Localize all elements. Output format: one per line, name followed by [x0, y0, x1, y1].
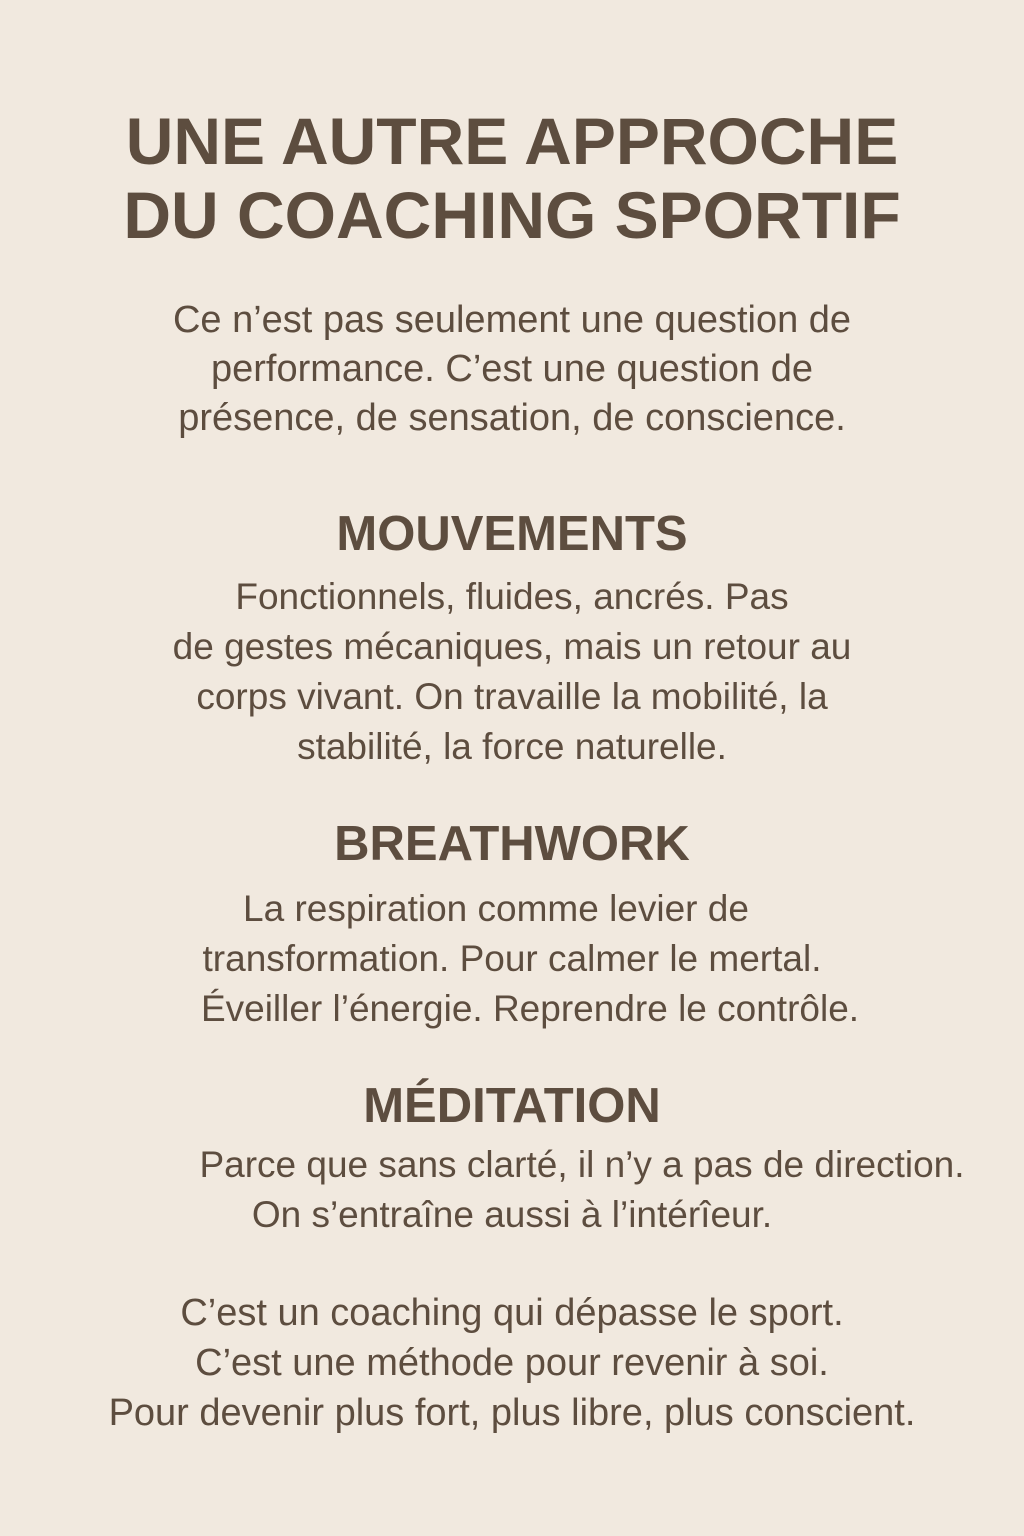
section-heading-breathwork: BREATHWORK	[334, 817, 690, 871]
closing-line-1: C’est un coaching qui dépasse le sport.	[180, 1292, 844, 1334]
title-line-2: DU COACHING SPORTIF	[123, 178, 901, 252]
mouvements-line-1: Fonctionnels, fluides, ancrés. Pas	[235, 576, 789, 617]
closing-paragraph	[0, 1288, 1024, 1438]
breathwork-line-1: La respiration comme levier de	[243, 888, 749, 929]
section-body-mouvements	[0, 572, 1024, 772]
page-title	[0, 104, 1024, 252]
closing-line-3: Pour devenir plus fort, plus libre, plus conscient.	[108, 1392, 916, 1434]
closing-line-2: C’est une méthode pour revenir à soi.	[195, 1342, 829, 1384]
mouvements-line-4: stabilité, la force naturelle.	[297, 726, 727, 767]
section-heading-mouvements: MOUVEMENTS	[336, 507, 688, 561]
intro-line-1: Ce n’est pas seulement une question de	[172, 299, 852, 341]
title-line-1: UNE AUTRE APPROCHE	[125, 104, 899, 178]
intro-paragraph	[0, 296, 1024, 443]
section-body-meditation	[0, 1140, 1024, 1240]
intro-line-2: performance. C’est une question de	[210, 348, 814, 390]
breathwork-line-3: Éveiller l’énergie. Reprendre le contrôle.	[200, 988, 860, 1029]
intro-line-3: présence, de sensation, de conscience.	[178, 397, 846, 439]
section-heading-meditation: MÉDITATION	[363, 1079, 661, 1133]
mouvements-line-3: corps vivant. On travaille la mobilité, la	[196, 676, 828, 717]
meditation-line-1: Parce que sans clarté, il n’y a pas de direction.	[199, 1144, 965, 1185]
section-body-breathwork	[0, 884, 1024, 1034]
mouvements-line-2: de gestes mécaniques, mais un retour au	[172, 626, 852, 667]
breathwork-line-2: transformation. Pour calmer le mertal.	[202, 938, 822, 979]
meditation-line-2: On s’entraîne aussi à l’intérîeur.	[251, 1194, 773, 1235]
